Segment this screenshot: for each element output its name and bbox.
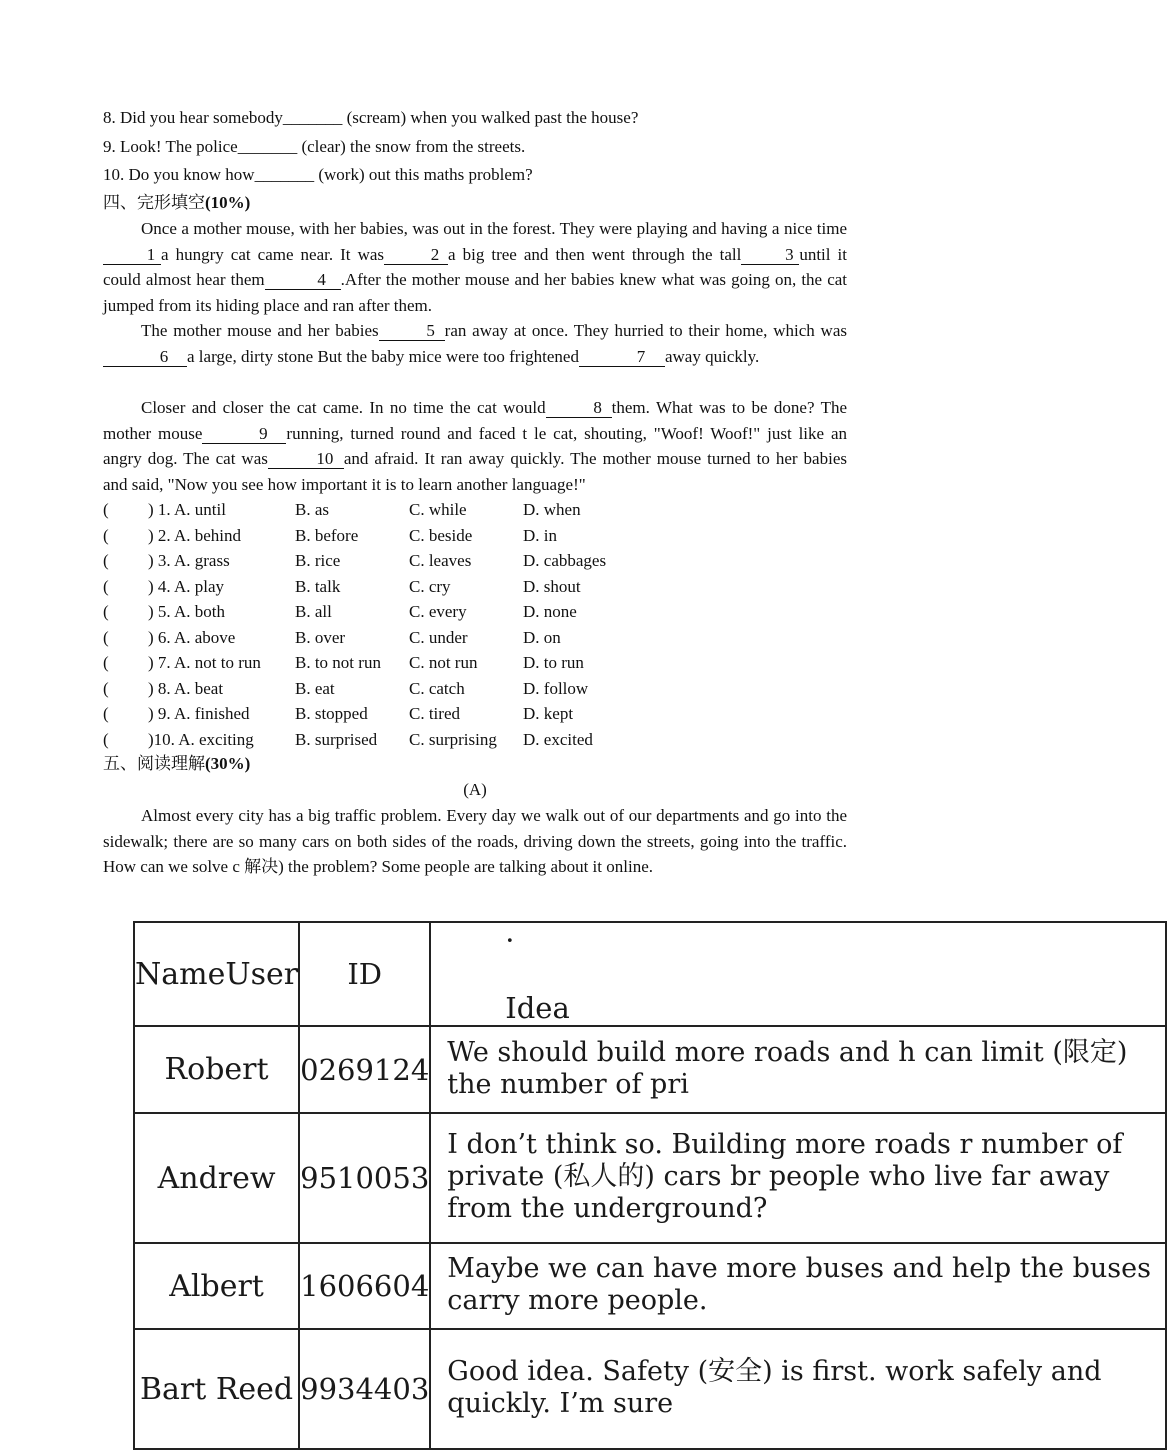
option-a: ) 8. A. beat bbox=[148, 678, 224, 698]
option-a: ) 2. A. behind bbox=[148, 525, 242, 545]
option-b: B. all bbox=[295, 602, 332, 621]
cloze-blank-4[interactable]: 4 bbox=[265, 271, 341, 290]
option-c: C. tired bbox=[409, 704, 460, 723]
option-b: B. as bbox=[295, 500, 329, 519]
option-c: C. surprising bbox=[409, 729, 497, 749]
answer-paren[interactable]: ( bbox=[103, 704, 109, 723]
option-d: D. shout bbox=[523, 576, 581, 596]
cell-name: Robert bbox=[134, 1026, 299, 1113]
option-c: C. catch bbox=[409, 678, 465, 698]
option-d: D. kept bbox=[523, 704, 574, 723]
option-d: D. cabbages bbox=[523, 551, 607, 570]
option-b: B. to not run bbox=[295, 653, 381, 672]
cloze-blank-6[interactable]: 6 bbox=[103, 348, 187, 367]
answer-blank[interactable]: _______ bbox=[254, 165, 315, 184]
answer-paren[interactable]: ( bbox=[103, 525, 109, 545]
option-a: ) 7. A. not to run bbox=[148, 653, 261, 672]
cloze-blank-8[interactable]: 8 bbox=[546, 399, 612, 418]
option-c: C. cry bbox=[409, 576, 451, 596]
table-row bbox=[134, 1113, 1166, 1243]
cell-id: 9934403 bbox=[299, 1329, 430, 1449]
passage-a-text: Almost every city has a big traffic problem. Every day we walk out of our departments and go into the sidewalk; there are so many cars on both sides of the roads, driving down the streets, going into the traffic. How can we solve c 解决) the problem? Some people are talking about it online. bbox=[103, 806, 847, 876]
cell-idea: Maybe we can have more buses and help the buses carry more people. bbox=[430, 1243, 1166, 1329]
question-hint: (clear) the snow from the streets. bbox=[297, 137, 526, 156]
table-row bbox=[134, 1329, 1166, 1449]
option-b: B. rice bbox=[295, 551, 341, 570]
ideas-table bbox=[133, 921, 1167, 1450]
option-b: B. before bbox=[295, 525, 359, 545]
section-title: 四、完形填空 bbox=[103, 193, 205, 212]
section-score: (10%) bbox=[205, 193, 251, 212]
cell-id: 1606604 bbox=[299, 1243, 430, 1329]
option-b: B. surprised bbox=[295, 729, 378, 749]
answer-blank[interactable]: _______ bbox=[237, 137, 298, 156]
option-a: )10. A. exciting bbox=[148, 729, 254, 749]
paragraph-text: and afraid. It ran away quickly. The mother mouse turned to her babies and said, "Now you see how important it is to learn another language!" bbox=[103, 449, 847, 494]
cell-idea: We should build more roads and h can limit (限定) the number of pri bbox=[430, 1026, 1166, 1113]
paragraph-text: a big tree and then went through the tall bbox=[448, 244, 742, 264]
option-a: ) 9. A. finished bbox=[148, 704, 250, 723]
option-c: C. not run bbox=[409, 653, 478, 672]
table-row bbox=[134, 1243, 1166, 1329]
option-d: D. in bbox=[523, 525, 557, 545]
cell-name: Andrew bbox=[134, 1113, 299, 1243]
header-name-user: NameUser bbox=[134, 922, 299, 1026]
option-d: D. to run bbox=[523, 653, 584, 672]
passage-label: (A) bbox=[463, 780, 487, 799]
cloze-blank-1[interactable]: 1 bbox=[103, 246, 161, 265]
answer-paren[interactable]: ( bbox=[103, 576, 109, 596]
question-text: 9. Look! The police bbox=[103, 137, 238, 156]
paragraph-text: away quickly. bbox=[664, 346, 760, 366]
option-c: C. every bbox=[409, 602, 467, 621]
option-d: D. follow bbox=[523, 678, 589, 698]
paragraph-text: The mother mouse and her babies bbox=[141, 321, 379, 340]
question-text: 10. Do you know how bbox=[103, 165, 255, 184]
option-a: ) 1. A. until bbox=[148, 500, 226, 519]
cloze-blank-5[interactable]: 5 bbox=[379, 322, 445, 341]
answer-paren[interactable]: ( bbox=[103, 602, 109, 621]
option-b: B. stopped bbox=[295, 704, 368, 723]
table-header-row bbox=[134, 922, 1166, 1026]
cell-idea: Good idea. Safety (安全) is first. work safely and quickly. I’m sure bbox=[430, 1329, 1166, 1449]
option-d: D. when bbox=[523, 500, 581, 519]
table-row bbox=[134, 1026, 1166, 1113]
question-text: 8. Did you hear somebody bbox=[103, 108, 283, 127]
header-id: ID bbox=[299, 922, 430, 1026]
option-b: B. over bbox=[295, 627, 346, 647]
paragraph-text: a hungry cat came near. It was bbox=[161, 244, 385, 264]
option-d: D. none bbox=[523, 602, 577, 621]
option-c: C. while bbox=[409, 500, 467, 519]
answer-blank[interactable]: _______ bbox=[282, 108, 343, 127]
header-idea bbox=[430, 922, 1166, 1026]
answer-paren[interactable]: ( bbox=[103, 653, 109, 672]
answer-paren[interactable]: ( bbox=[103, 551, 109, 570]
option-a: ) 3. A. grass bbox=[148, 551, 230, 570]
cloze-blank-3[interactable]: 3 bbox=[741, 246, 799, 265]
paragraph-text: Once a mother mouse, with her babies, was out in the forest. They were playing and having a nice time bbox=[141, 219, 847, 238]
paragraph-text: ran away at once. They hurried to their home, which was bbox=[444, 321, 847, 340]
option-a: ) 6. A. above bbox=[148, 627, 236, 647]
paragraph-text: until it could almost hear them bbox=[103, 244, 847, 289]
option-b: B. eat bbox=[295, 678, 335, 698]
option-c: C. beside bbox=[409, 525, 473, 545]
option-b: B. talk bbox=[295, 576, 341, 596]
option-c: C. under bbox=[409, 627, 468, 647]
option-d: D. on bbox=[523, 627, 561, 647]
cloze-blank-9[interactable]: 9 bbox=[202, 425, 286, 444]
cell-idea: I don’t think so. Building more roads r number of private (私人的) cars br people who live far away from the underground? bbox=[430, 1113, 1166, 1243]
paragraph-text: .After the mother mouse and her babies knew what was going on, the cat jumped from its hiding place and ran after them. bbox=[103, 270, 848, 315]
answer-paren[interactable]: ( bbox=[103, 729, 109, 749]
section-score: (30%) bbox=[205, 754, 251, 773]
question-hint: (work) out this maths problem? bbox=[314, 165, 533, 184]
answer-paren[interactable]: ( bbox=[103, 627, 109, 647]
section-title: 五、阅读理解 bbox=[103, 754, 205, 773]
cloze-blank-7[interactable]: 7 bbox=[579, 348, 665, 367]
option-d: D. excited bbox=[523, 729, 593, 749]
paragraph-text: a large, dirty stone But the baby mice were too frightened bbox=[187, 346, 579, 366]
paragraph-text: Closer and closer the cat came. In no time the cat would bbox=[141, 398, 546, 417]
header-idea-label: Idea bbox=[505, 991, 570, 1025]
cell-name: Albert bbox=[134, 1243, 299, 1329]
paragraph-text: them. What was to be done? The mother mouse bbox=[103, 398, 847, 443]
cloze-blank-10[interactable]: 10 bbox=[268, 450, 344, 469]
option-a: ) 5. A. both bbox=[148, 602, 225, 621]
question-hint: (scream) when you walked past the house? bbox=[342, 108, 639, 127]
cell-id: 9510053 bbox=[299, 1113, 430, 1243]
cloze-blank-2[interactable]: 2 bbox=[384, 246, 448, 265]
cell-id: 0269124 bbox=[299, 1026, 430, 1113]
header-dot: · bbox=[505, 923, 515, 957]
answer-paren[interactable]: ( bbox=[103, 678, 109, 698]
cell-name: Bart Reed bbox=[134, 1329, 299, 1449]
option-c: C. leaves bbox=[409, 551, 472, 570]
answer-paren[interactable]: ( bbox=[103, 500, 109, 519]
paragraph-text: running, turned round and faced t le cat, shouting, "Woof! Woof!" just like an angry dog. The cat was bbox=[103, 423, 847, 468]
option-a: ) 4. A. play bbox=[148, 576, 225, 596]
